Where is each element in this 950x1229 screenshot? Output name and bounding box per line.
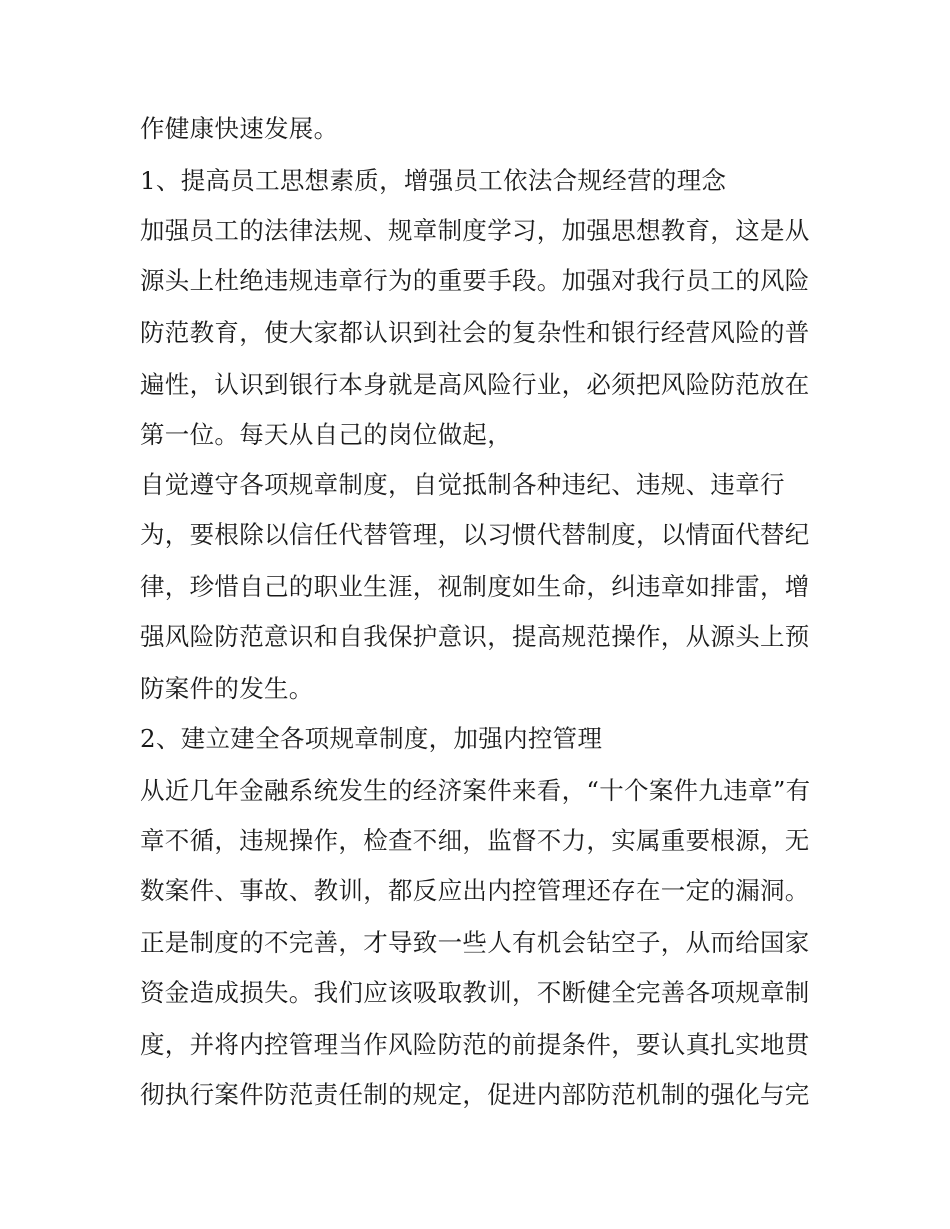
text-line: 第一位。每天从自己的岗位做起， <box>140 420 512 449</box>
text-line: 遍性，认识到银行本身就是高风险行业，必须把风险防范放在 <box>140 370 810 399</box>
text-line: 源头上杜绝违规违章行为的重要手段。加强对我行员工的风险 <box>140 266 810 295</box>
text-line: 为，要根除以信任代替管理，以习惯代替制度，以情面代替纪 <box>140 520 810 549</box>
text-line: 律，珍惜自己的职业生涯，视制度如生命，纠违章如排雷，增 <box>140 572 810 601</box>
text-line: 加强员工的法律法规、规章制度学习，加强思想教育，这是从 <box>140 216 810 245</box>
text-line: 资金造成损失。我们应该吸取教训，不断健全完善各项规章制 <box>140 978 810 1007</box>
section-heading-1: 1、提高员工思想素质，增强员工依法合规经营的理念 <box>140 166 727 195</box>
text-line: 数案件、事故、教训，都反应出内控管理还存在一定的漏洞。 <box>140 876 810 905</box>
text-line: 章不循，违规操作，检查不细，监督不力，实属重要根源，无 <box>140 826 810 855</box>
text-line: 彻执行案件防范责任制的规定，促进内部防范机制的强化与完 <box>140 1080 810 1109</box>
text-line: 防案件的发生。 <box>140 674 314 703</box>
text-line: 自觉遵守各项规章制度，自觉抵制各种违纪、违规、违章行 <box>140 470 785 499</box>
text-line: 正是制度的不完善，才导致一些人有机会钻空子，从而给国家 <box>140 928 810 957</box>
text-line: 强风险防范意识和自我保护意识，提高规范操作，从源头上预 <box>140 622 810 651</box>
text-line: 从近几年金融系统发生的经济案件来看，“十个案件九违章”有 <box>140 776 811 805</box>
text-line: 防范教育，使大家都认识到社会的复杂性和银行经营风险的普 <box>140 318 810 347</box>
section-heading-2: 2、建立建全各项规章制度，加强内控管理 <box>140 724 603 753</box>
text-line: 作健康快速发展。 <box>140 114 339 143</box>
text-line: 度，并将内控管理当作风险防范的前提条件，要认真扎实地贯 <box>140 1030 810 1059</box>
